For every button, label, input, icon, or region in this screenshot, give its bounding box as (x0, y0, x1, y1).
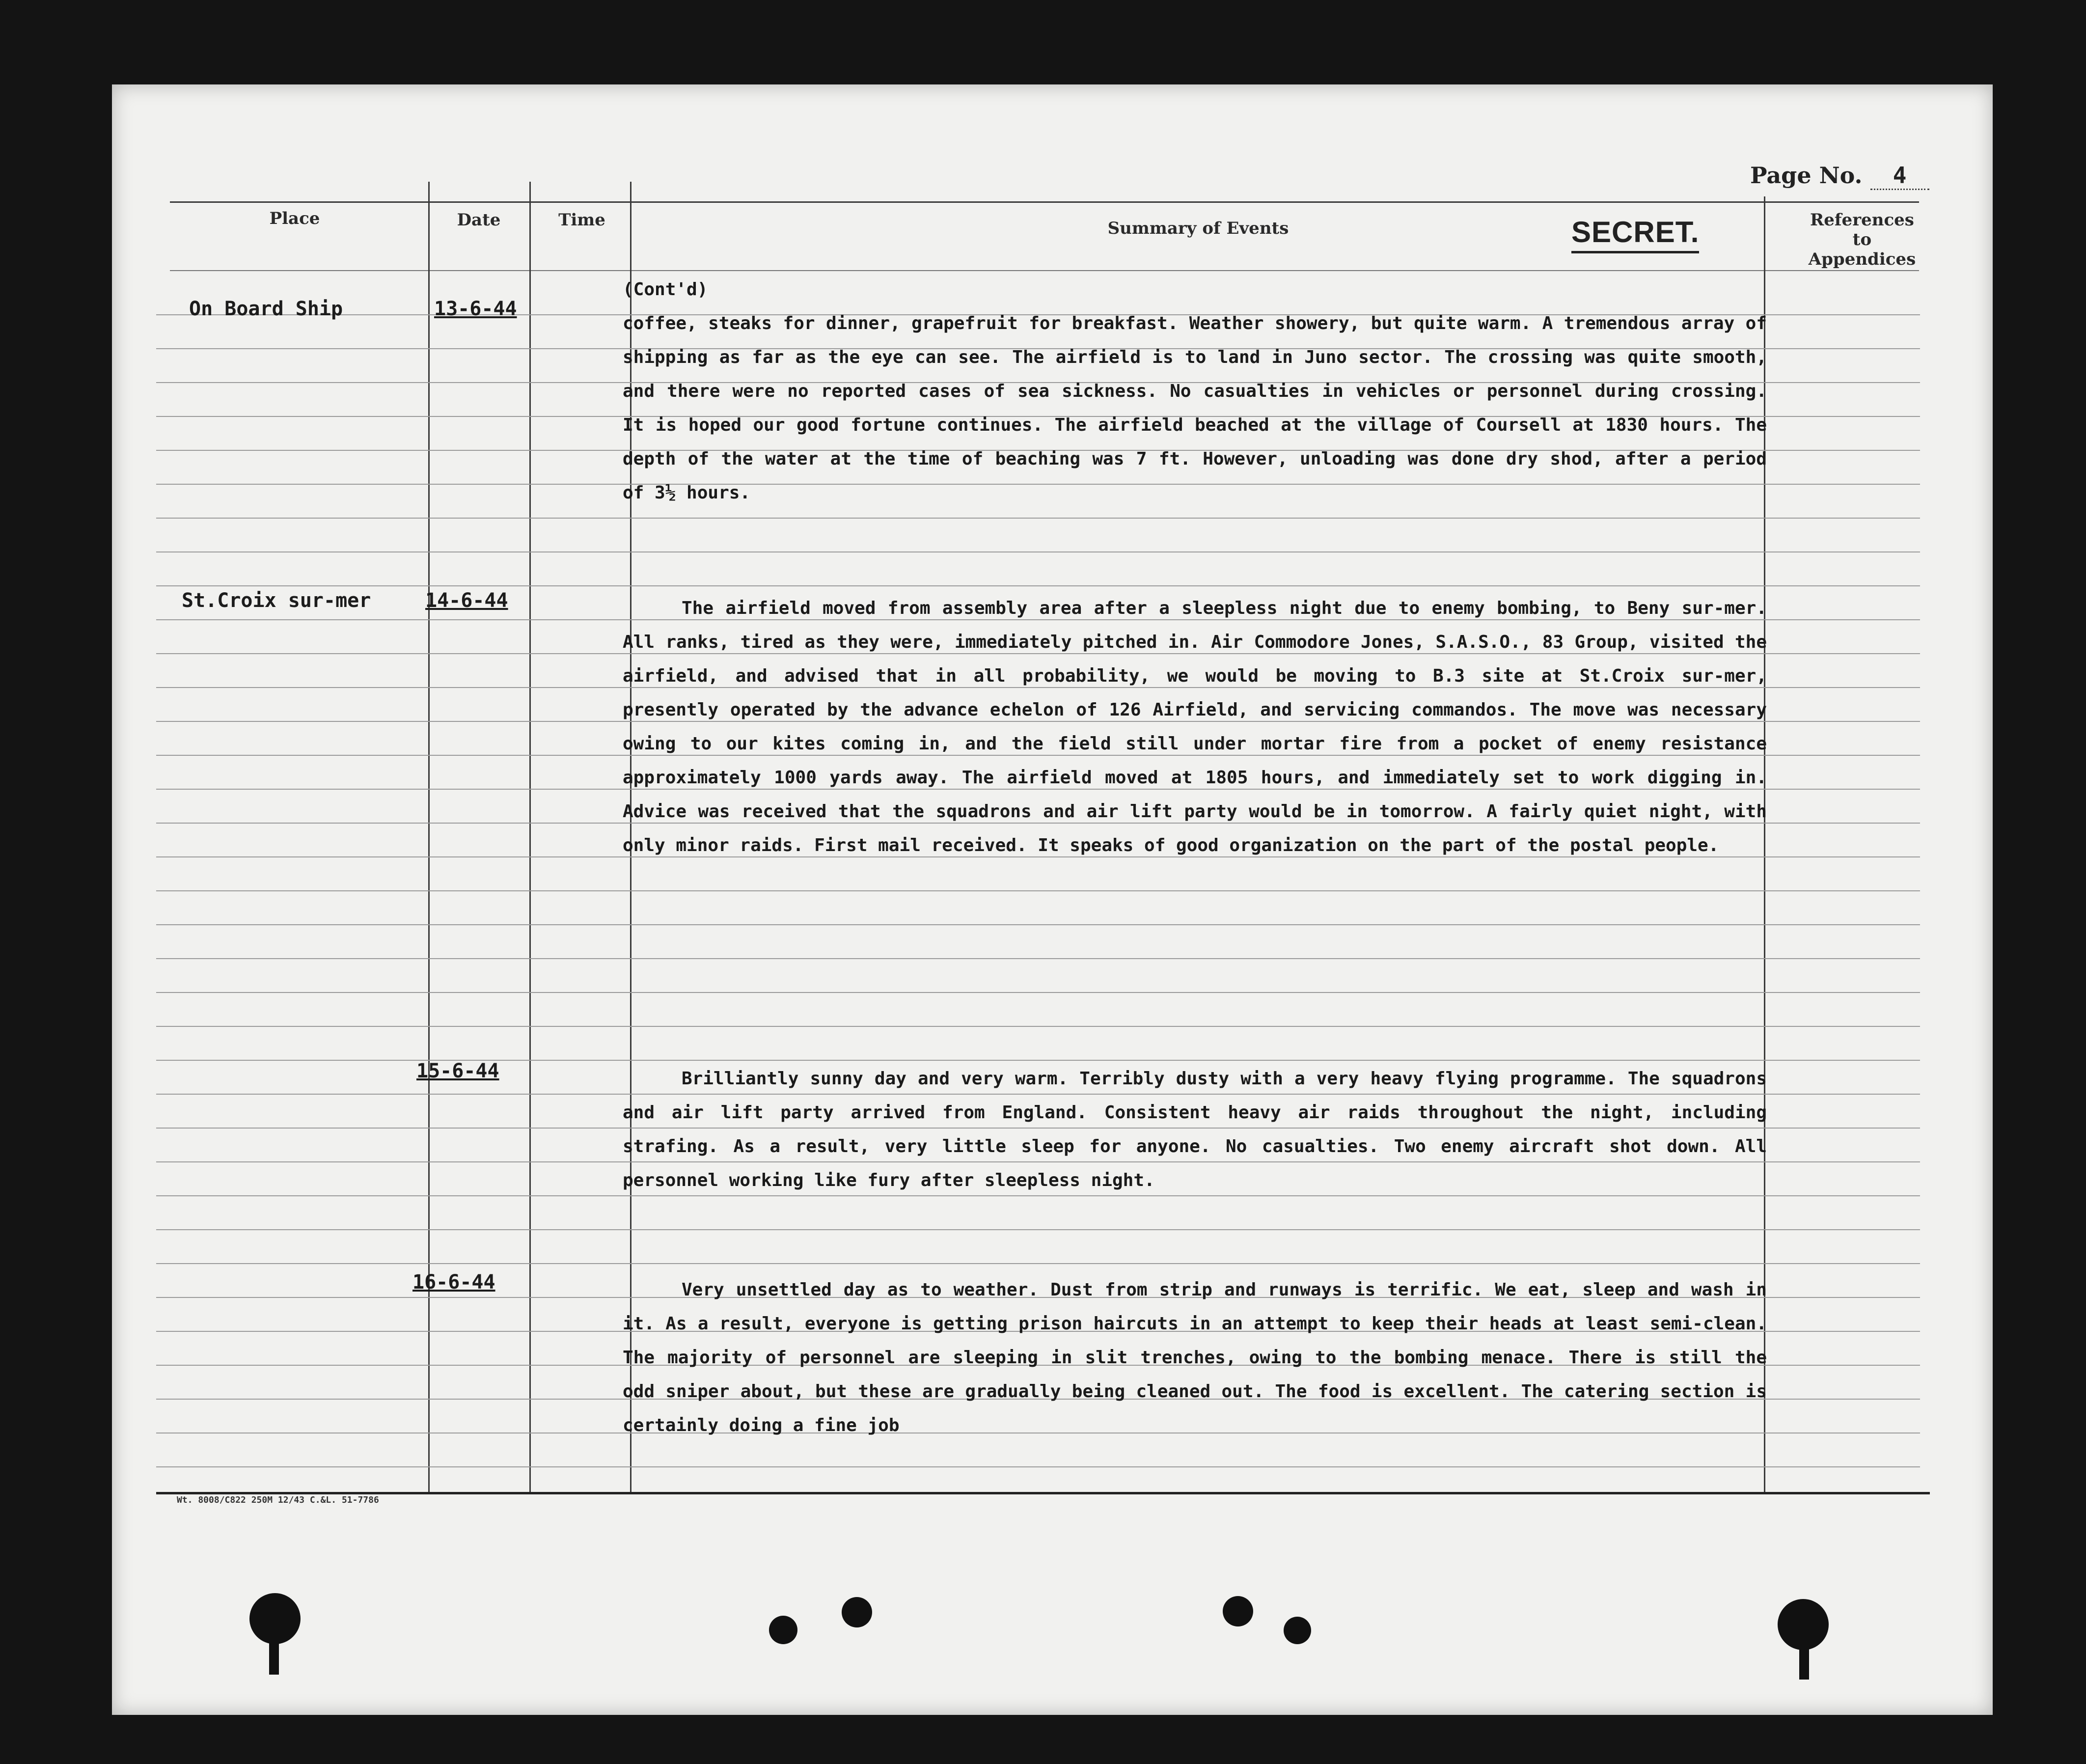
column-header-date: Date (457, 210, 501, 230)
page-number-label: Page No. (1750, 162, 1863, 189)
table-top-border (170, 201, 1919, 203)
references-line-1: References (1810, 210, 1914, 230)
column-header-time: Time (558, 210, 605, 230)
rule (156, 958, 1920, 959)
rule (156, 1466, 1920, 1467)
references-line-3: Appendices (1808, 249, 1916, 269)
column-header-references (1779, 210, 1946, 269)
rule (156, 1263, 1920, 1264)
entry-date: 15-6-44 (416, 1060, 499, 1082)
classification-stamp: SECRET. (1571, 215, 1699, 253)
form-print-code: Wt. 8008/C822 250M 12/43 C.&L. 51-7786 (177, 1495, 379, 1505)
column-divider-date-time (529, 182, 531, 1492)
entry-date: 16-6-44 (412, 1271, 495, 1294)
entry-date: 14-6-44 (425, 589, 508, 612)
page-number (1750, 162, 1929, 190)
rule (156, 551, 1920, 552)
rule (156, 924, 1920, 925)
punch-hole-slot (269, 1635, 279, 1675)
table-bottom-border (156, 1492, 1930, 1494)
references-line-2: to (1852, 230, 1872, 249)
rule (156, 585, 1920, 586)
column-divider-place-date (428, 182, 430, 1492)
entry-summary: (Cont'd) coffee, steaks for dinner, grapefruit for breakfast. Weather showery, but quite warm. A tremendous array of shipping as far as the eye can see. The airfield is to land in Juno sector. The crossing was quite smooth, and there were no reported cases of sea sickness. No casualties in vehicles or personnel during crossing. It is hoped our good fortune continues. The airfield beached at the village of Coursell at 1830 hours. The depth of the water at the time of beaching was 7 ft. However, unloading was done dry shod, after a period of 3½ hours. (623, 279, 1767, 503)
punch-hole (842, 1597, 872, 1627)
header-bottom-border (170, 270, 1919, 271)
punch-hole (769, 1616, 797, 1644)
rule (156, 1026, 1920, 1027)
entry-summary: Brilliantly sunny day and very warm. Terribly dusty with a very heavy flying programme. The squadrons and air lift party arrived from England. Consistent heavy air raids throughout the night, including strafing. As a result, very little sleep for anyone. No casualties. Two enemy aircraft shot down. All personnel working like fury after sleepless night. (623, 1069, 1767, 1190)
rule (156, 992, 1920, 993)
punch-hole (1223, 1596, 1253, 1626)
entry-place: St.Croix sur-mer (182, 589, 371, 612)
rule (156, 518, 1920, 519)
entry-summary: Very unsettled day as to weather. Dust from strip and runways is terrific. We eat, sleep and wash in it. As a result, everyone is getting prison haircuts in an attempt to keep their heads at least semi-clean. The majority of personnel are sleeping in slit trenches, owing to the bombing menace. There is still the odd sniper about, but these are gradually being cleaned out. The food is excellent. The catering section is certainly doing a fine job (623, 1280, 1767, 1435)
entry-place: On Board Ship (189, 298, 343, 320)
entry-summary: The airfield moved from assembly area after a sleepless night due to enemy bombing, to Beny sur-mer. All ranks, tired as they were, immediately pitched in. Air Commodore Jones, S.A.S.O., 83 Group, visited the airfield, and advised that in all probability, we would be moving to B.3 site at St.Croix sur-mer, presently operated by the advance echelon of 126 Airfield, and servicing commandos. The move was necessary owing to our kites coming in, and the field still under mortar fire from a pocket of enemy resistance approximately 1000 yards away. The airfield moved at 1805 hours, and immediately set to work digging in. Advice was received that the squadrons and air lift party would be in tomorrow. A fairly quiet night, with only minor raids. First mail received. It speaks of good organization on the part of the postal people. (623, 598, 1767, 855)
column-header-place: Place (269, 209, 320, 228)
column-header-summary: Summary of Events (1107, 219, 1289, 238)
page-number-value: 4 (1870, 162, 1929, 190)
rule (156, 1229, 1920, 1230)
punch-hole (1284, 1617, 1311, 1644)
punch-hole-slot (1799, 1640, 1809, 1680)
rule (156, 890, 1920, 891)
entry-date: 13-6-44 (434, 298, 517, 320)
